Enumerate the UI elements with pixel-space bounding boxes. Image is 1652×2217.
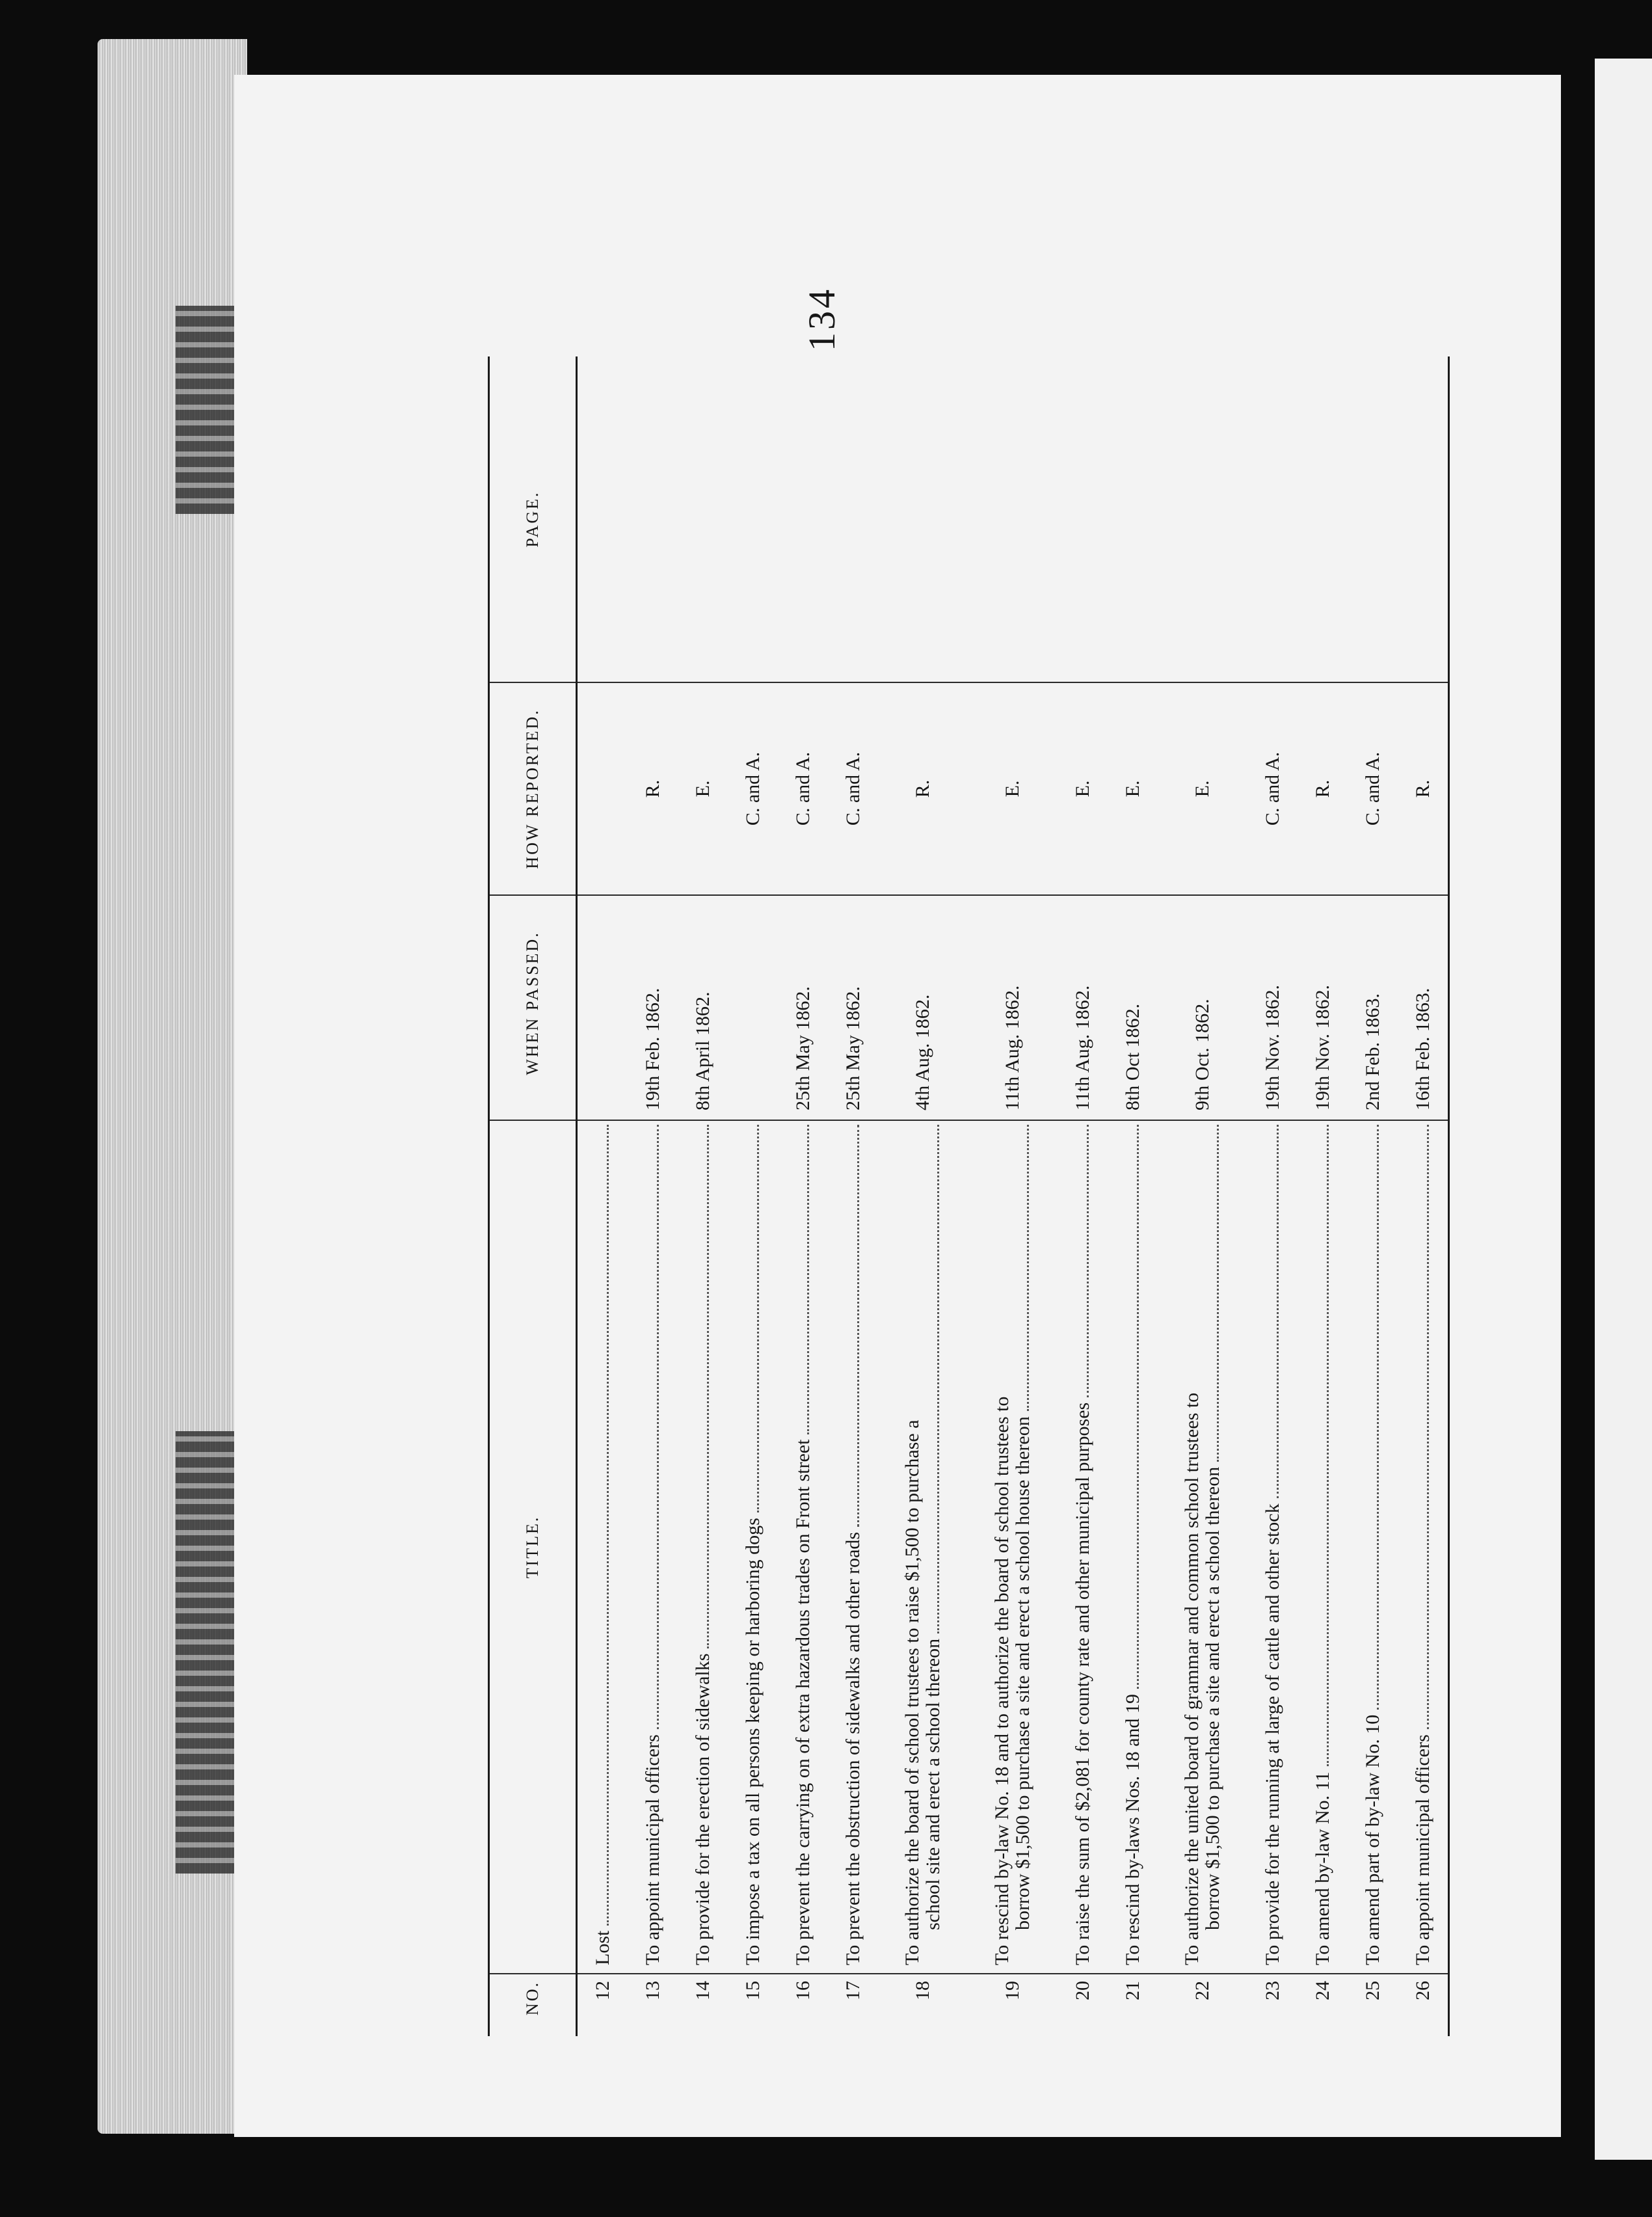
page-number: 134: [801, 287, 843, 351]
how-reported: R.: [878, 682, 968, 895]
how-reported: E.: [1058, 682, 1108, 895]
rotated-page-content: [488, 287, 1463, 2036]
bylaw-number: 19: [1002, 1981, 1023, 2000]
table-row: [1108, 356, 1158, 2036]
leader-dots: [1217, 1125, 1219, 1462]
header-when-passed: WHEN PASSED.: [489, 895, 577, 1120]
table-row: [577, 356, 628, 2036]
bylaw-number: 13: [641, 1981, 663, 2000]
when-passed: 16th Feb. 1863.: [1398, 895, 1449, 1120]
how-reported: E.: [968, 682, 1058, 895]
leader-dots: [857, 1125, 859, 1527]
bylaw-number: 25: [1361, 1981, 1383, 2000]
table-row: [1247, 356, 1298, 2036]
when-passed: 8th April 1862.: [678, 895, 728, 1120]
bylaw-title: [968, 1120, 1058, 1974]
bylaw-title-line: To amend part of by-law No. 10: [1361, 1714, 1383, 1965]
bylaw-number: 15: [741, 1981, 764, 2000]
bylaw-title-line: To raise the sum of $2,081 for county rate and other municipal purposes: [1071, 1402, 1093, 1965]
page-reference: [778, 356, 828, 682]
leader-dots: [1027, 1125, 1029, 1411]
header-no: NO.: [489, 1974, 577, 2036]
bylaw-title: [1247, 1120, 1298, 1974]
bylaw-number: 12: [591, 1981, 613, 2000]
leader-dots: [607, 1125, 609, 1926]
facing-page-edge: [1595, 59, 1652, 2160]
bylaw-number: 18: [912, 1981, 933, 2000]
bylaw-title: [728, 1120, 778, 1974]
how-reported: C. and A.: [828, 682, 878, 895]
bylaw-title: [1348, 1120, 1398, 1974]
leader-dots: [1137, 1125, 1139, 1689]
bylaw-title-line: To provide for the running at large of cattle and other stock: [1261, 1503, 1283, 1965]
bylaw-title: [828, 1120, 878, 1974]
page-reference: [878, 356, 968, 682]
page-reference: [628, 356, 678, 682]
bylaw-title: [1058, 1120, 1108, 1974]
table-header-row: [489, 356, 577, 2036]
leader-dots: [1377, 1125, 1379, 1710]
bylaw-title: [1158, 1120, 1247, 1974]
page-reference: [968, 356, 1058, 682]
bylaw-title: [1398, 1120, 1449, 1974]
page-reference: [1247, 356, 1298, 682]
how-reported: E.: [678, 682, 728, 895]
page-reference: [1058, 356, 1108, 682]
library-stamp-bottom: [176, 1431, 234, 1874]
bylaw-title-line: To impose a tax on all persons keeping or harboring dogs: [741, 1518, 764, 1965]
when-passed: 4th Aug. 1862.: [878, 895, 968, 1120]
bylaw-title-line: borrow $1,500 to purchase a site and erect a school thereon: [1202, 1466, 1223, 1930]
how-reported: [577, 682, 628, 895]
how-reported: R.: [1398, 682, 1449, 895]
bylaw-title: [1108, 1120, 1158, 1974]
bylaw-title: [778, 1120, 828, 1974]
bylaw-number: 23: [1261, 1981, 1283, 2000]
how-reported: C. and A.: [728, 682, 778, 895]
bylaw-title-line: To rescind by-law No. 18 and to authorize the board of school trustees to: [991, 1396, 1013, 1965]
page-reference: [1108, 356, 1158, 682]
page-reference: [828, 356, 878, 682]
page-reference: [1298, 356, 1348, 682]
when-passed: 2nd Feb. 1863.: [1348, 895, 1398, 1120]
bylaw-number: 26: [1398, 1974, 1449, 2036]
page-reference: [577, 356, 628, 682]
bylaw-number: 14: [691, 1981, 713, 2000]
leader-dots: [807, 1125, 809, 1434]
when-passed: 25th May 1862.: [778, 895, 828, 1120]
library-stamp-top: [176, 306, 234, 514]
bylaw-title: [577, 1120, 628, 1974]
when-passed: 9th Oct. 1862.: [1158, 895, 1247, 1120]
leader-dots: [657, 1125, 659, 1729]
bylaw-title-line: Lost: [591, 1930, 613, 1965]
when-passed: 19th Feb. 1862.: [628, 895, 678, 1120]
table-row: [968, 356, 1058, 2036]
bylaw-title: [678, 1120, 728, 1974]
table-row: [878, 356, 968, 2036]
bylaw-title-line: borrow $1,500 to purchase a site and erect a school house thereon: [1012, 1416, 1033, 1930]
when-passed: 19th Nov. 1862.: [1247, 895, 1298, 1120]
table-row: [628, 356, 678, 2036]
header-title: TITLE.: [489, 1120, 577, 1974]
bylaw-title-line: To provide for the erection of sidewalks: [691, 1653, 713, 1965]
bylaw-number: 21: [1121, 1981, 1143, 2000]
bylaw-table: [488, 356, 1450, 2036]
bylaw-title-line: To authorize the united board of grammar and common school trustees to: [1181, 1392, 1203, 1965]
when-passed: [728, 895, 778, 1120]
leader-dots: [1277, 1125, 1279, 1498]
when-passed: 11th Aug. 1862.: [968, 895, 1058, 1120]
page-gutter: [1561, 65, 1593, 2147]
when-passed: 11th Aug. 1862.: [1058, 895, 1108, 1120]
how-reported: C. and A.: [1247, 682, 1298, 895]
table-row: [728, 356, 778, 2036]
bylaw-title: [628, 1120, 678, 1974]
leader-dots: [1087, 1125, 1089, 1397]
how-reported: E.: [1158, 682, 1247, 895]
how-reported: E.: [1108, 682, 1158, 895]
table-row: [1348, 356, 1398, 2036]
bylaw-title-line: To authorize the board of school trustees to raise $1,500 to purchase a: [901, 1419, 923, 1965]
bylaw-number: 16: [792, 1981, 814, 2000]
page-reference: [678, 356, 728, 682]
how-reported: R.: [628, 682, 678, 895]
bylaw-title: [1298, 1120, 1348, 1974]
table-row: [678, 356, 728, 2036]
when-passed: 19th Nov. 1862.: [1298, 895, 1348, 1120]
leader-dots: [757, 1125, 759, 1512]
bylaw-number: 20: [1071, 1981, 1093, 2000]
when-passed: [577, 895, 628, 1120]
header-page: PAGE.: [489, 356, 577, 682]
table-row: [1158, 356, 1247, 2036]
bylaw-title-line: To appoint municipal officers: [1411, 1734, 1433, 1965]
bylaw-number: 24: [1311, 1981, 1333, 2000]
bylaw-number: 17: [842, 1981, 864, 2000]
header-how-reported: HOW REPORTED.: [489, 682, 577, 895]
table-row: [1298, 356, 1348, 2036]
bylaw-title-line: To appoint municipal officers: [641, 1734, 663, 1965]
when-passed: 25th May 1862.: [828, 895, 878, 1120]
leader-dots: [937, 1125, 939, 1633]
bylaw-number: 22: [1192, 1981, 1213, 2000]
leader-dots: [1427, 1125, 1429, 1729]
page-reference: [1398, 356, 1449, 682]
bylaw-title-line: To prevent the carrying on of extra hazardous trades on Front street: [792, 1439, 814, 1965]
bylaw-title-line: To amend by-law No. 11: [1311, 1771, 1333, 1965]
leader-dots: [707, 1125, 709, 1648]
table-row: [1398, 356, 1449, 2036]
how-reported: C. and A.: [1348, 682, 1398, 895]
table-row: [828, 356, 878, 2036]
bylaw-title-line: To prevent the obstruction of sidewalks and other roads: [842, 1531, 864, 1965]
leader-dots: [1327, 1125, 1329, 1766]
bylaw-title-line: To rescind by-laws Nos. 18 and 19: [1121, 1694, 1143, 1965]
how-reported: R.: [1298, 682, 1348, 895]
table-body: [577, 356, 1449, 2036]
how-reported: C. and A.: [778, 682, 828, 895]
bylaw-title: [878, 1120, 968, 1974]
when-passed: 8th Oct 1862.: [1108, 895, 1158, 1120]
table-row: [778, 356, 828, 2036]
page-reference: [1348, 356, 1398, 682]
page-reference: [728, 356, 778, 682]
table-row: [1058, 356, 1108, 2036]
bylaw-title-line: school site and erect a school thereon: [922, 1638, 944, 1930]
page-reference: [1158, 356, 1247, 682]
